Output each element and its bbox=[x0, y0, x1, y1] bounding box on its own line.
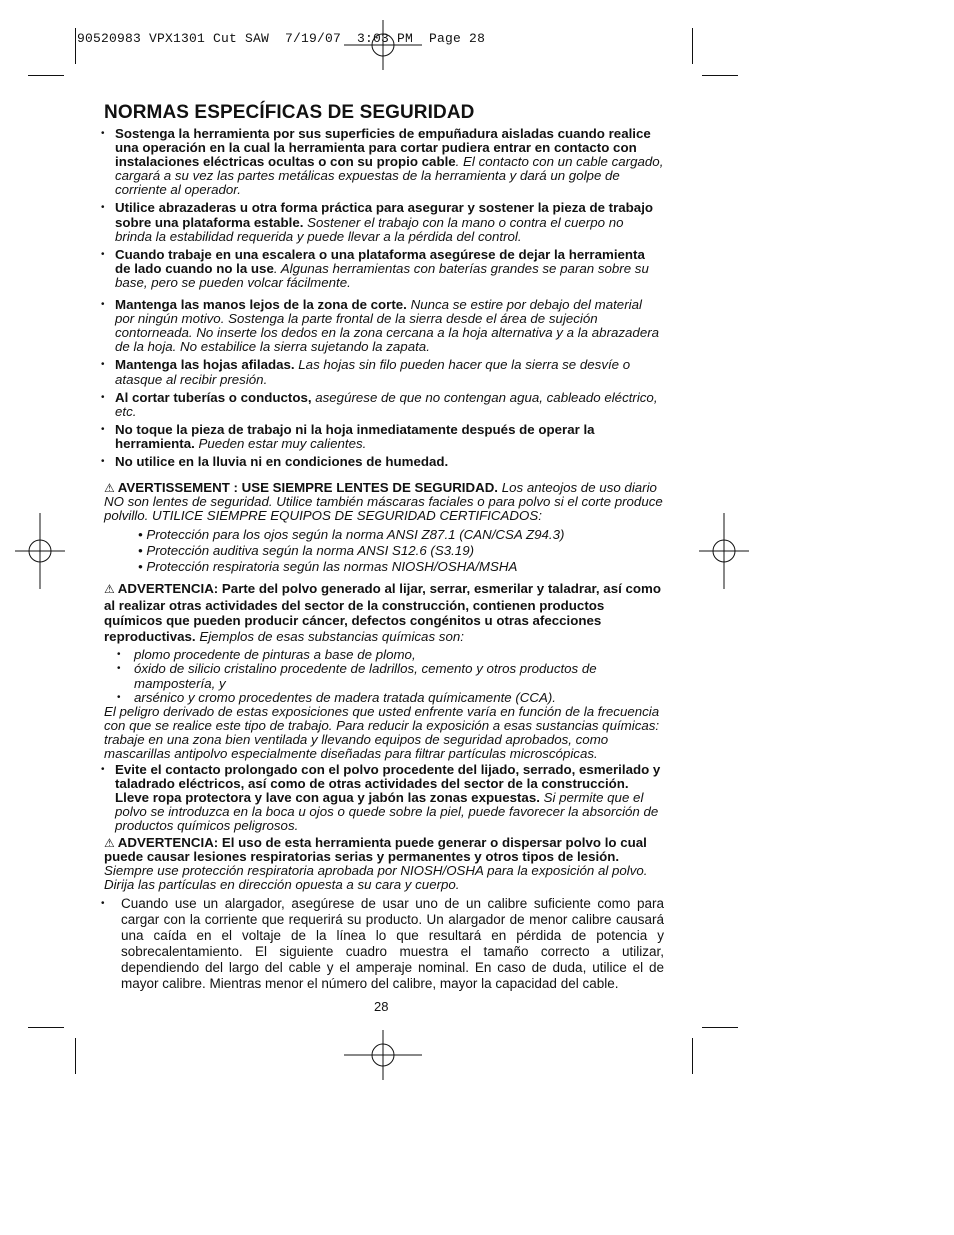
bullet-italic: Si permite que el polvo se introduzca en la boca u ojos o quede sobre la piel, puede favorecer la absorción de productos químicos peligrosos. bbox=[115, 790, 659, 834]
warning-bold: ADVERTENCIA: El uso de esta herramienta puede generar o dispersar polvo lo cual puede causar lesiones respiratorias serias y permanentes y otros tipos de lesión. bbox=[104, 834, 647, 864]
page-title: NORMAS ESPECÍFICAS DE SEGURIDAD bbox=[104, 102, 475, 123]
warning-triangle-icon: ⚠ bbox=[104, 835, 115, 850]
safety-bullets bbox=[104, 127, 664, 469]
crop-mark bbox=[692, 1038, 693, 1074]
bullet-bold: Sostenga la herramienta por sus superficies de empuñadura aisladas cuando realice una operación en la cual la herramienta para cortar pudiera entrar en contacto con instalaciones eléctricas ocultas o con su propio cable bbox=[115, 126, 651, 170]
warning-respiratory bbox=[104, 836, 664, 892]
list-item: • Cuando use un alargador, asegúrese de usar uno de un calibre suficiente como para cargar con la corriente que requerirá su producto. Un alargador de menor calibre causará una caída en el voltaje de la línea lo que resultará en pérdida de potencia y sobrecalentamiento. El siguiente cuadro muestra el tamaño correcto a utilizar, dependiendo del largo del cable y el amperaje nominal. En caso de duda, utilice el de mayor calibre. Mientras menor el número del calibre, mayor la capacidad del cable. bbox=[104, 896, 664, 992]
warning-bold: AVERTISSEMENT : USE SIEMPRE LENTES DE SEGURIDAD. bbox=[117, 480, 499, 496]
crop-mark bbox=[28, 75, 64, 76]
list-item bbox=[104, 423, 664, 451]
bullet-bold: Utilice abrazaderas u otra forma práctica para asegurar y sostener la pieza de trabajo sobre una plataforma estable. bbox=[115, 200, 654, 230]
list-item: • Protección auditiva según la norma ANSI S12.6 (S3.19) bbox=[138, 543, 475, 559]
list-item: • Protección respiratoria según las normas NIOSH/OSHA/MSHA bbox=[138, 559, 518, 575]
crop-mark bbox=[702, 75, 738, 76]
list-item bbox=[104, 248, 664, 290]
warning-italic: Los anteojos de uso diario NO son lentes de seguridad. Utilice también máscaras faciales o para polvo si el corte produce polvillo. UTILICE SIEMPRE EQUIPOS DE SEGURIDAD CERTIFICADOS: bbox=[104, 480, 663, 524]
crop-mark bbox=[702, 1027, 738, 1028]
warning-triangle-icon: ⚠ bbox=[104, 481, 115, 496]
list-item bbox=[104, 127, 664, 197]
bullet-italic: . El contacto con un cable cargado, cargará a su vez las partes metálicas expuestas de la herramienta y dará un golpe de corriente al operador. bbox=[115, 154, 664, 198]
bullet-bold: Mantenga las manos lejos de la zona de corte. bbox=[115, 297, 407, 313]
registration-mark-bottom bbox=[344, 1030, 422, 1080]
list-item: • arsénico y cromo procedentes de madera tratada químicamente (CCA). bbox=[117, 691, 664, 705]
print-slug: 90520983 VPX1301 Cut SAW 7/19/07 3:03 PM Page 28 bbox=[77, 31, 486, 46]
bullet-italic: Nunca se estire por debajo del material por ningún motivo. Sostenga la parte frontal de la sierra desde el área de sujeción contorneada. No inserte los dedos en la zona cercana a la hoja alternativa y a la abrazadera de la hoja. No estabilice la sierra sujetando la zapata. bbox=[115, 297, 660, 355]
list-item bbox=[104, 358, 664, 386]
crop-mark bbox=[75, 1038, 76, 1074]
extension-cord-bullet bbox=[104, 896, 664, 992]
registration-mark-right bbox=[699, 513, 749, 589]
crop-mark bbox=[28, 1027, 64, 1028]
bullet-italic: . Algunas herramientas con baterías grandes se paran sobre su base, pero se pueden volcar fácilmente. bbox=[115, 260, 649, 290]
bullet-bold: Evite el contacto prolongado con el polvo procedente del lijado, serrado, esmerilado y taladrado eléctricos, así como de otras actividades del sector de la construcción. Lleve ropa protectora y lave con agua y jabón las zonas expuestas. bbox=[115, 762, 661, 806]
registration-mark-top bbox=[344, 20, 422, 70]
warning-safety-glasses bbox=[104, 481, 664, 523]
bullet-italic: Pueden estar muy calientes. bbox=[194, 435, 367, 451]
warning-dust-chemicals bbox=[104, 581, 664, 644]
list-item: • Protección para los ojos según la norma ANSI Z87.1 (CAN/CSA Z94.3) bbox=[138, 527, 565, 543]
bullet-italic: Las hojas sin filo pueden hacer que la sierra se desvíe o atasque al recibir presión. bbox=[115, 357, 631, 387]
warning-italic: Siempre use protección respiratoria aprobada por NIOSH/OSHA para la exposición al polvo. Dirija las partículas en dirección opuesta a su cara y cuerpo. bbox=[104, 862, 648, 892]
bullet-bold: Mantenga las hojas afiladas. bbox=[115, 357, 295, 373]
warning-triangle-icon: ⚠ bbox=[104, 582, 115, 597]
page-content bbox=[104, 103, 664, 996]
warning-bold: ADVERTENCIA: Parte del polvo generado al lijar, serrar, esmerilar y taladrar, así como al realizar otras actividades del sector de la construcción, contienen productos químicos que pueden producir cáncer, defectos congénitos u otras afecciones reproductivas. bbox=[104, 581, 661, 644]
protection-list bbox=[138, 527, 664, 575]
contact-bullet bbox=[104, 763, 664, 833]
bullet-bold: No toque la pieza de trabajo ni la hoja inmediatamente después de operar la herramienta. bbox=[115, 421, 595, 451]
list-item bbox=[104, 298, 664, 354]
warning-italic: Ejemplos de esas substancias químicas son: bbox=[195, 628, 464, 644]
bullet-bold: Cuando trabaje en una escalera o una plataforma asegúrese de dejar la herramienta de lado cuando no la use bbox=[115, 246, 645, 276]
list-item bbox=[104, 455, 664, 469]
crop-mark bbox=[75, 28, 76, 64]
list-item bbox=[104, 201, 664, 243]
list-item: • plomo procedente de pinturas a base de plomo, bbox=[117, 648, 664, 662]
bullet-italic: Sostener el trabajo con la mano o contra el cuerpo no brinda la estabilidad requerida y puede llevar a la pérdida del control. bbox=[115, 214, 624, 244]
list-item: • óxido de silicio cristalino procedente de ladrillos, cemento y otros productos de mampostería, y bbox=[117, 662, 664, 690]
risk-paragraph: El peligro derivado de estas exposiciones que usted enfrente varía en función de la frecuencia con que se realice este tipo de trabajo. Para reducir la exposición a esas sustancias químicas: trabaje en una zona bien ventilada y llevando equipos de seguridad aprobados, como mascarillas antipolvo especialmente diseñadas para filtrar partículas microscópicas. bbox=[104, 703, 660, 761]
crop-mark bbox=[692, 28, 693, 64]
list-item bbox=[104, 391, 664, 419]
registration-mark-left bbox=[15, 513, 65, 589]
bullet-bold: No utilice en la lluvia ni en condiciones de humedad. bbox=[115, 453, 449, 469]
page-number: 28 bbox=[374, 999, 389, 1014]
bullet-italic: asegúrese de que no contengan agua, cableado eléctrico, etc. bbox=[115, 389, 658, 419]
list-item bbox=[104, 763, 664, 833]
chemicals-list bbox=[117, 648, 664, 704]
bullet-bold: Al cortar tuberías o conductos, bbox=[115, 389, 312, 405]
